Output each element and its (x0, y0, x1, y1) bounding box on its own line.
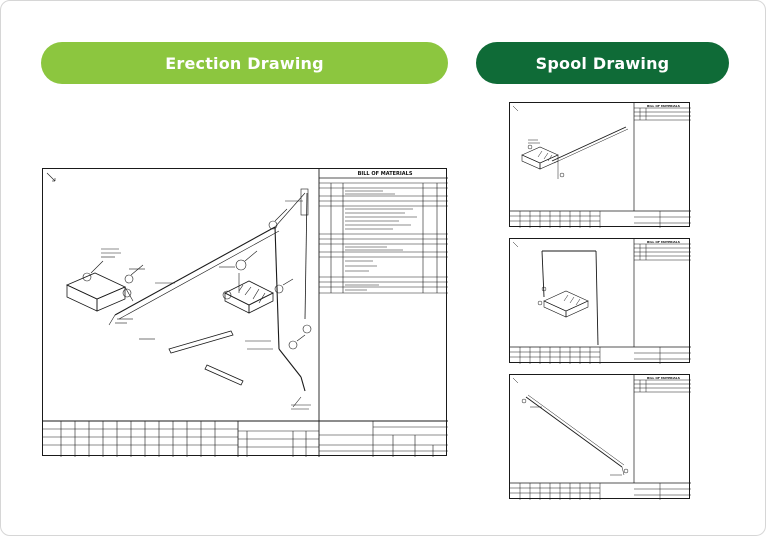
spool-2-bom-title: BILL OF MATERIALS (647, 240, 680, 244)
erection-drawing-label: Erection Drawing (41, 42, 448, 84)
spool-isometric-drawing-2 (510, 239, 691, 364)
spool-drawing-label: Spool Drawing (476, 42, 729, 84)
erection-isometric-drawing (43, 169, 448, 457)
spool-drawing-sheet-3 (509, 374, 690, 499)
spool-isometric-drawing-1 (510, 103, 691, 228)
spool-drawing-sheet-1 (509, 102, 690, 227)
spool-3-bom-title: BILL OF MATERIALS (647, 376, 680, 380)
spool-1-bom-title: BILL OF MATERIALS (647, 104, 680, 108)
spool-isometric-drawing-3 (510, 375, 691, 500)
erection-drawing-sheet (42, 168, 447, 456)
bom-title: BILL OF MATERIALS (357, 171, 413, 177)
spool-drawing-sheet-2 (509, 238, 690, 363)
